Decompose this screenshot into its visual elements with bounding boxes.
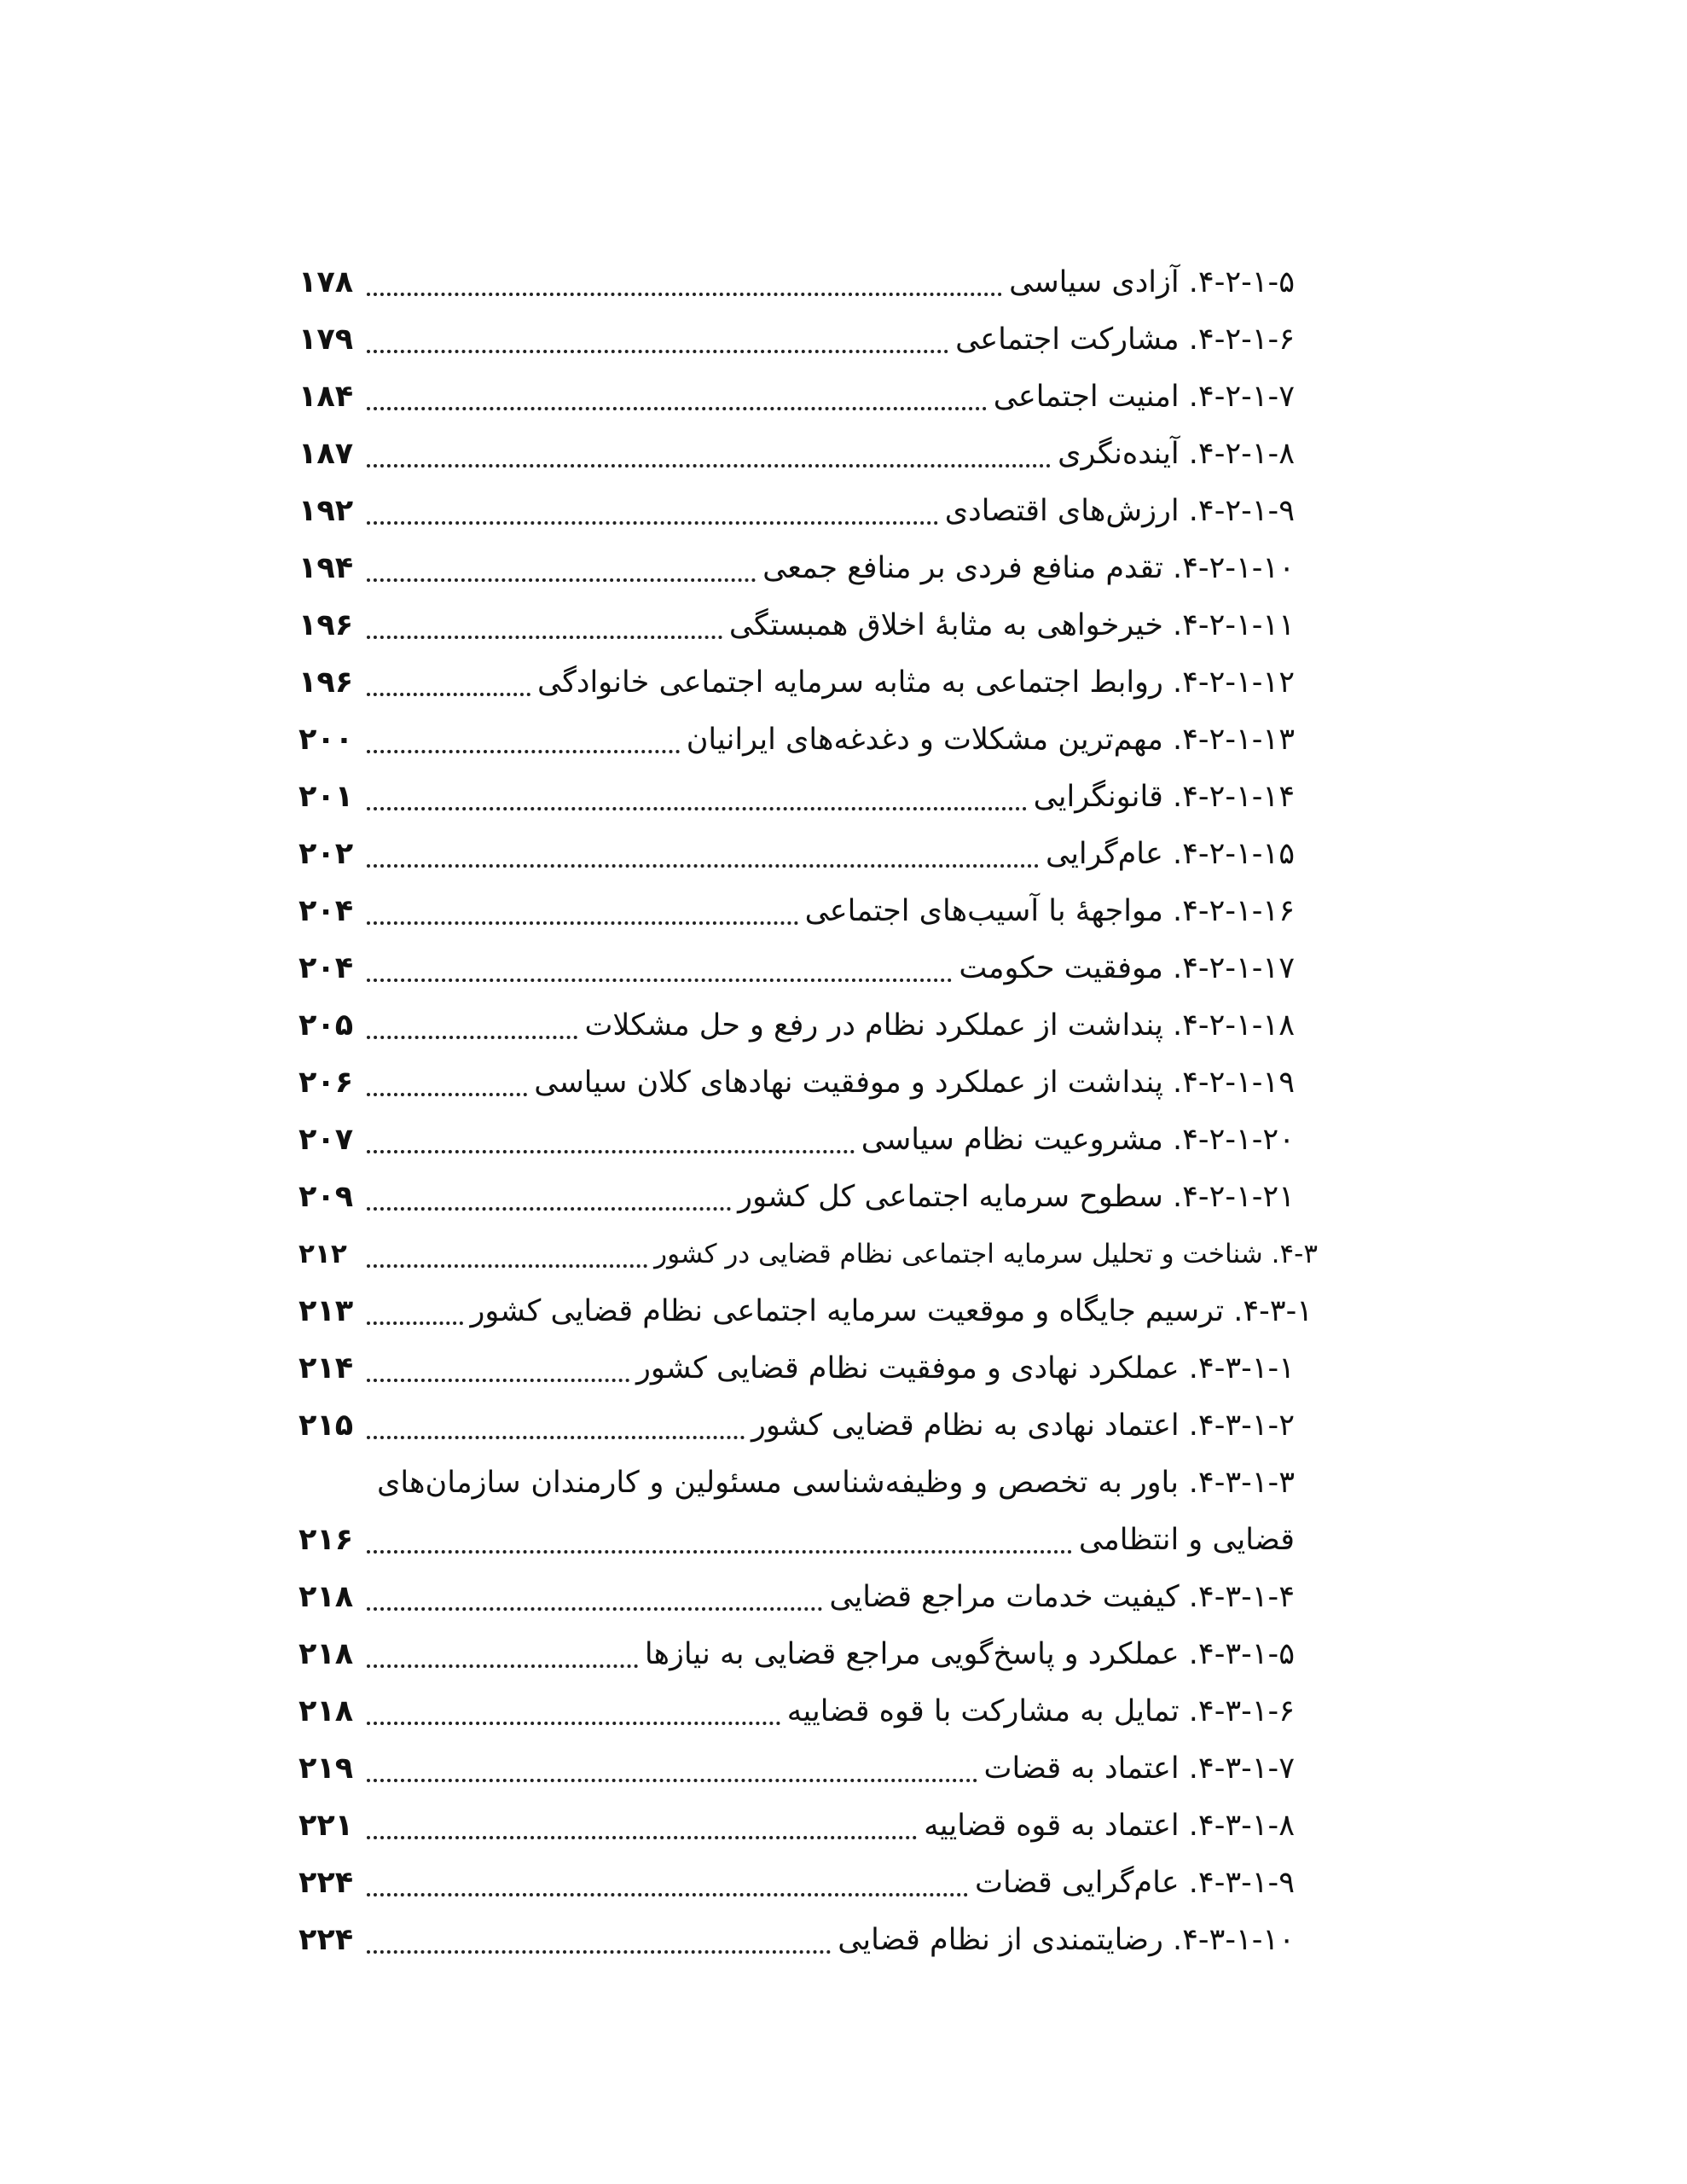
toc-entry-page: ۲۰۵ [299, 1008, 354, 1043]
toc-entry [299, 369, 1318, 426]
toc-entry-title: ۴-۳-۱. ترسیم جایگاه و موقعیت سرمایه اجتماعی نظام قضایی کشور [470, 1294, 1313, 1328]
dot-leader [367, 1607, 822, 1611]
toc-entry-title: ۴-۳-۱-۲. اعتماد نهادی به نظام قضایی کشور [751, 1409, 1295, 1443]
toc-entry-title: ۴-۲-۱-۲۱. سطوح سرمایه اجتماعی کل کشور [738, 1180, 1295, 1214]
toc-entry-title: ۴-۲-۱-۶. مشارکت اجتماعی [955, 322, 1295, 357]
toc-entry-title: ۴-۲-۱-۱۰. تقدم منافع فردی بر منافع جمعی [762, 551, 1295, 585]
dot-leader [367, 864, 1039, 868]
toc-entry [299, 1054, 1318, 1112]
toc-entry-page: ۲۰۱ [299, 780, 354, 814]
toc-entry-title: ۴-۳-۱-۸. اعتماد به قوه قضاییه [924, 1809, 1295, 1843]
toc-entry-title-line2-row [299, 1512, 1295, 1569]
dot-leader [367, 1264, 647, 1268]
toc-subsection-entry [299, 1283, 1318, 1340]
toc-entry [299, 1569, 1318, 1626]
toc-entry-title-line2: قضایی و انتظامی [1078, 1523, 1295, 1557]
toc-entry-title: ۴-۳-۱-۹. عام‌گرایی قضات [975, 1866, 1295, 1900]
toc-entry-page: ۲۲۴ [299, 1866, 354, 1900]
toc-entry-title: ۴-۳-۱-۷. اعتماد به قضات [983, 1751, 1295, 1786]
toc-entry [299, 1169, 1318, 1226]
toc-entry-title: ۴-۲-۱-۱۱. خیرخواهی به مثابهٔ اخلاق همبستگی [728, 608, 1295, 642]
toc-entry [299, 997, 1318, 1054]
toc-entry-title-line1: ۴-۳-۱-۳. باور به تخصص و وظیفه‌شناسی مسئولین و کارمندان سازمان‌های [377, 1466, 1295, 1500]
dot-leader [367, 1779, 977, 1782]
toc-entry-page: ۲۰۷ [299, 1123, 354, 1157]
dot-leader [367, 1321, 463, 1325]
dot-leader [367, 1836, 917, 1839]
dot-leader [367, 979, 952, 982]
toc-entry-page: ۲۲۱ [299, 1809, 354, 1843]
dot-leader [367, 1664, 638, 1668]
dot-leader [367, 521, 938, 525]
toc-entry-page: ۱۹۴ [299, 551, 354, 585]
toc-entry [299, 1912, 1318, 1969]
toc-entry-title: ۴-۲-۱-۸. آینده‌نگری [1058, 437, 1295, 471]
toc-entry-title: ۴-۲-۱-۵. آزادی سیاسی [1009, 265, 1295, 299]
toc-entry-title: ۴-۲-۱-۱۵. عام‌گرایی [1046, 837, 1295, 871]
dot-leader [367, 293, 1002, 296]
toc-entry [299, 597, 1318, 654]
toc-entry [299, 769, 1318, 826]
toc-entry [299, 712, 1318, 769]
toc-entry [299, 1112, 1318, 1169]
dot-leader [367, 464, 1051, 468]
toc-entry-title: ۴-۲-۱-۱۳. مهم‌ترین مشکلات و دغدغه‌های ایرانیان [686, 723, 1295, 757]
toc-entry [299, 1683, 1318, 1740]
toc-entry-page: ۱۸۷ [299, 437, 354, 471]
toc-entry [299, 1397, 1318, 1455]
dot-leader [367, 750, 680, 753]
toc-entry-page: ۲۱۸ [299, 1637, 354, 1671]
toc-entry [299, 1740, 1318, 1798]
toc-entry [299, 654, 1318, 712]
toc-entry-page: ۲۰۰ [299, 723, 354, 757]
toc-entry [299, 540, 1318, 597]
dot-leader [367, 1893, 968, 1896]
toc-entry-page: ۲۲۴ [299, 1923, 354, 1957]
dot-leader [367, 1436, 745, 1439]
toc-entry-title: ۴-۳-۱-۴. کیفیت خدمات مراجع قضایی [829, 1580, 1295, 1614]
toc-entry-page: ۲۱۳ [299, 1294, 354, 1328]
dot-leader [367, 1950, 831, 1954]
toc-entry-page: ۱۹۲ [299, 494, 354, 528]
toc-entry-page: ۲۰۶ [299, 1066, 354, 1100]
toc-entry [299, 1340, 1318, 1397]
toc-entry-page: ۱۷۸ [299, 265, 354, 299]
toc-entry-title: ۴-۲-۱-۱۴. قانونگرایی [1033, 780, 1295, 814]
toc-entry-title: ۴-۲-۱-۱۹. پنداشت از عملکرد و موفقیت نهادهای کلان سیاسی [534, 1066, 1295, 1100]
toc-entry-title: ۴-۲-۱-۲۰. مشروعیت نظام سیاسی [861, 1123, 1295, 1157]
toc-entry-page: ۲۱۴ [299, 1351, 354, 1385]
toc-section-entry [299, 1226, 1318, 1283]
toc-entry-page: ۲۱۹ [299, 1751, 354, 1786]
toc-entry-page: ۲۱۶ [299, 1523, 354, 1557]
toc-entry-title: ۴-۳-۱-۱۰. رضایتمندی از نظام قضایی [838, 1923, 1295, 1957]
dot-leader [367, 1150, 855, 1153]
toc-entry-page: ۱۸۴ [299, 380, 354, 414]
dot-leader [367, 1093, 527, 1096]
toc-entry-page: ۲۱۸ [299, 1580, 354, 1614]
toc-entry [299, 940, 1318, 997]
dot-leader [367, 350, 948, 353]
dot-leader [367, 1550, 1072, 1554]
toc-entry [299, 311, 1318, 369]
toc-entry-title: ۴-۲-۱-۷. امنیت اجتماعی [993, 380, 1295, 414]
toc-entry [299, 1855, 1318, 1912]
toc-entry-page: ۲۰۴ [299, 951, 354, 985]
toc-entry-title: ۴-۳-۱-۱. عملکرد نهادی و موفقیت نظام قضایی کشور [636, 1351, 1295, 1385]
toc-entry [299, 483, 1318, 540]
toc-entry-title: ۴-۳-۱-۵. عملکرد و پاسخ‌گویی مراجع قضایی به نیازها [644, 1637, 1295, 1671]
toc-entry-page: ۱۹۶ [299, 665, 354, 700]
toc-entry-page: ۲۰۲ [299, 837, 354, 871]
toc-entry-title: ۴-۲-۱-۱۲. روابط اجتماعی به مثابه سرمایه اجتماعی خانوادگی [537, 665, 1295, 700]
table-of-contents [299, 254, 1318, 1969]
dot-leader [367, 407, 987, 410]
dot-leader [367, 921, 798, 925]
toc-entry [299, 1626, 1318, 1683]
dot-leader [367, 1036, 577, 1039]
toc-entry-title: ۴-۲-۱-۱۸. پنداشت از عملکرد نظام در رفع و حل مشکلات [584, 1008, 1295, 1043]
toc-entry-page: ۱۷۹ [299, 322, 354, 357]
toc-entry [299, 883, 1318, 940]
toc-entry-page: ۲۰۴ [299, 894, 354, 928]
toc-wrapped-entry [299, 1455, 1318, 1569]
toc-entry-page: ۲۱۸ [299, 1694, 354, 1728]
dot-leader [367, 578, 756, 582]
toc-entry-title: ۴-۳. شناخت و تحلیل سرمایه اجتماعی نظام قضایی در کشور [654, 1239, 1318, 1269]
toc-entry [299, 1798, 1318, 1855]
toc-entry [299, 254, 1318, 311]
toc-entry-title: ۴-۲-۱-۹. ارزش‌های اقتصادی [944, 494, 1295, 528]
toc-entry [299, 426, 1318, 483]
dot-leader [367, 1722, 780, 1725]
toc-entry-page: ۲۰۹ [299, 1180, 354, 1214]
dot-leader [367, 807, 1027, 810]
dot-leader [367, 1379, 629, 1382]
toc-entry-title: ۴-۳-۱-۶. تمایل به مشارکت با قوه قضاییه [786, 1694, 1295, 1728]
toc-entry-page: ۱۹۶ [299, 608, 354, 642]
toc-entry [299, 826, 1318, 883]
toc-entry-title: ۴-۲-۱-۱۶. مواجههٔ با آسیب‌های اجتماعی [804, 894, 1295, 928]
toc-entry-title: ۴-۲-۱-۱۷. موفقیت حکومت [959, 951, 1295, 985]
toc-entry-page: ۲۱۵ [299, 1409, 354, 1443]
dot-leader [367, 1207, 731, 1211]
dot-leader [367, 693, 530, 696]
dot-leader [367, 636, 722, 639]
toc-entry-page: ۲۱۲ [299, 1239, 347, 1269]
